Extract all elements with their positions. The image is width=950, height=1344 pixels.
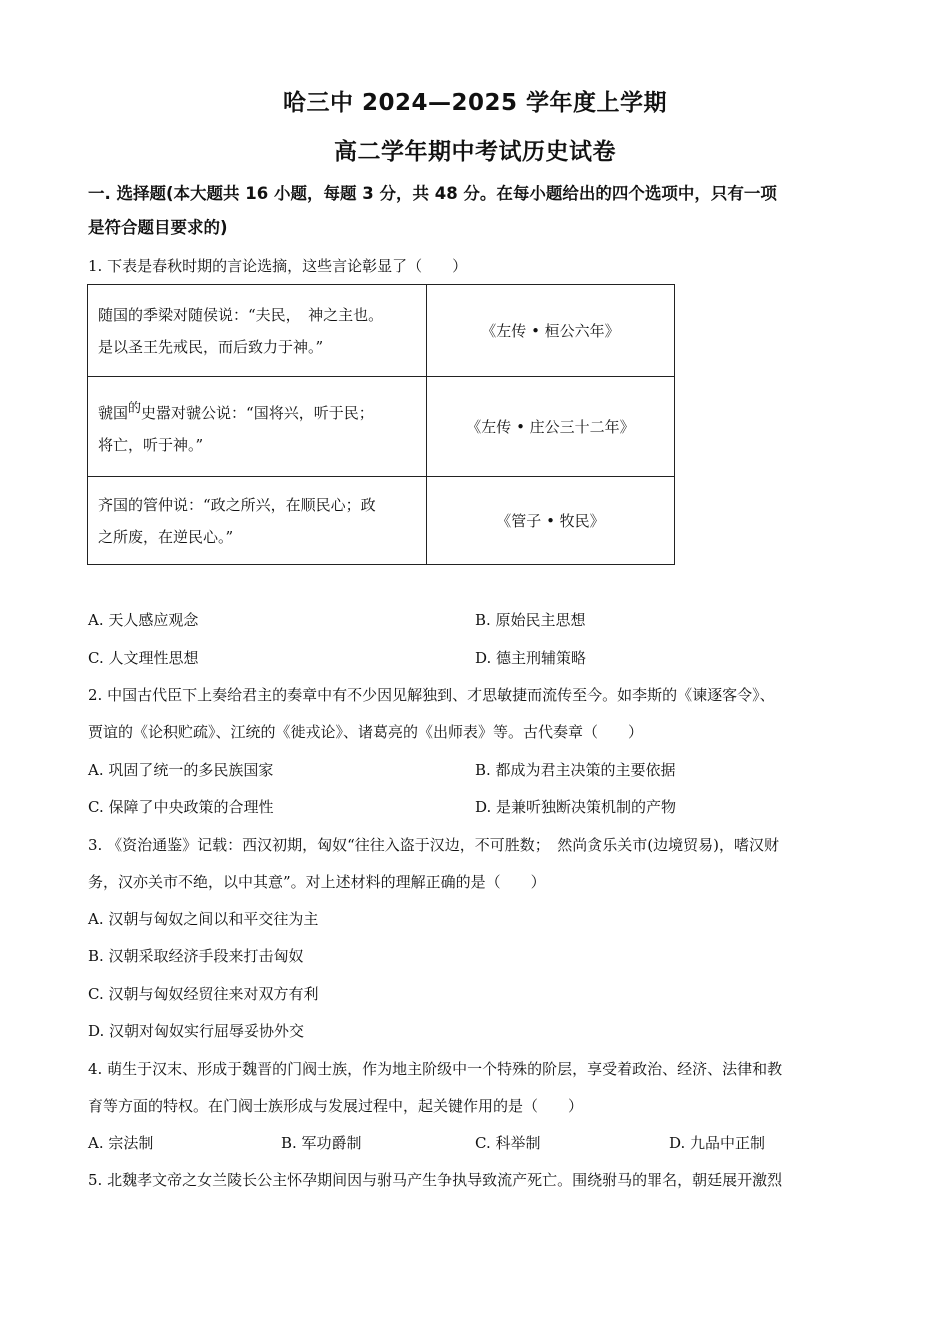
table-cell-source: 《左传 • 庄公三十二年》 xyxy=(427,377,675,477)
quote-line: 齐国的管仲说：“政之所兴，在顺民心；政 xyxy=(98,495,376,514)
q4-stem-line2: 育等方面的特权。在门阀士族形成与发展过程中，起关键作用的是（ ） xyxy=(88,1097,584,1115)
q1-option-d: D. 德主刑辅策略 xyxy=(475,649,587,667)
table-row xyxy=(88,477,675,565)
table-row xyxy=(88,285,675,377)
q1-quote-table xyxy=(87,284,675,565)
q1-option-c: C. 人文理性思想 xyxy=(88,649,199,667)
exam-title-line2: 高二学年期中考试历史试卷 xyxy=(334,139,616,165)
q2-stem-line1: 2. 中国古代臣下上奏给君主的奏章中有不少因见解独到、才思敏捷而流传至今。如李斯的《谏逐客令》、 xyxy=(88,686,775,704)
q4-stem-line1: 4. 萌生于汉末、形成于魏晋的门阀士族，作为地主阶级中一个特殊的阶层，享受着政治、经济、法律和教 xyxy=(88,1060,783,1078)
section-heading-line1: 一. 选择题(本大题共 16 小题，每题 3 分，共 48 分。在每小题给出的四个选项中，只有一项 xyxy=(88,184,777,203)
q1-option-b: B. 原始民主思想 xyxy=(475,611,586,629)
quote-line: 将亡，听于神。” xyxy=(98,435,204,454)
q4-option-c: C. 科举制 xyxy=(475,1134,541,1152)
quote-line: 随国的季梁对随侯说：“夫民， 神之主也。 xyxy=(98,305,384,324)
table-cell-source: 《左传 • 桓公六年》 xyxy=(427,285,675,377)
q3-option-c: C. 汉朝与匈奴经贸往来对双方有利 xyxy=(88,985,319,1003)
quote-line: 是以圣王先戒民，而后致力于神。” xyxy=(98,337,324,356)
q3-option-b: B. 汉朝采取经济手段来打击匈奴 xyxy=(88,947,304,965)
table-cell-quote xyxy=(88,377,427,477)
quote-line xyxy=(98,393,416,429)
section-heading-line2: 是符合题目要求的) xyxy=(88,218,228,237)
table-row xyxy=(88,377,675,477)
q1-stem: 1. 下表是春秋时期的言论选摘，这些言论彰显了（ ） xyxy=(88,257,468,275)
q4-option-d: D. 九品中正制 xyxy=(669,1134,766,1152)
q4-option-a: A. 宗法制 xyxy=(88,1134,154,1152)
table-cell-quote xyxy=(88,285,427,377)
q5-stem-line1: 5. 北魏孝文帝之女兰陵长公主怀孕期间因与驸马产生争执导致流产死亡。围绕驸马的罪名，朝廷展开激烈 xyxy=(88,1171,783,1189)
quote-line: 之所废，在逆民心。” xyxy=(98,527,234,546)
quote-text: 史嚣对虢公说：“国将兴，听于民； xyxy=(141,403,374,422)
q3-option-a: A. 汉朝与匈奴之间以和平交往为主 xyxy=(88,910,319,928)
q2-option-c: C. 保障了中央政策的合理性 xyxy=(88,798,274,816)
table-cell-quote xyxy=(88,477,427,565)
q3-stem-line2: 务，汉亦关市不绝，以中其意”。对上述材料的理解正确的是（ ） xyxy=(88,873,546,891)
table-cell-source: 《管子 • 牧民》 xyxy=(427,477,675,565)
q4-option-b: B. 军功爵制 xyxy=(281,1134,362,1152)
q3-option-d: D. 汉朝对匈奴实行屈辱妥协外交 xyxy=(88,1022,305,1040)
q1-option-a: A. 天人感应观念 xyxy=(88,611,199,629)
q2-stem-line2: 贾谊的《论积贮疏》、江统的《徙戎论》、诸葛亮的《出师表》等。古代奏章（ ） xyxy=(88,723,644,741)
exam-title-line1: 哈三中 2024—2025 学年度上学期 xyxy=(282,90,668,116)
q2-option-b: B. 都成为君主决策的主要依据 xyxy=(475,761,676,779)
quote-prefix: 虢国 xyxy=(98,403,129,422)
q2-option-a: A. 巩固了统一的多民族国家 xyxy=(88,761,274,779)
q3-stem-line1: 3. 《资治通鉴》记载：西汉初期，匈奴“往往入盗于汉边，不可胜数； 然尚贪乐关市(边境贸易)，嗜汉财 xyxy=(88,836,779,854)
quote-superscript: 的 xyxy=(128,400,142,416)
q2-option-d: D. 是兼听独断决策机制的产物 xyxy=(475,798,677,816)
